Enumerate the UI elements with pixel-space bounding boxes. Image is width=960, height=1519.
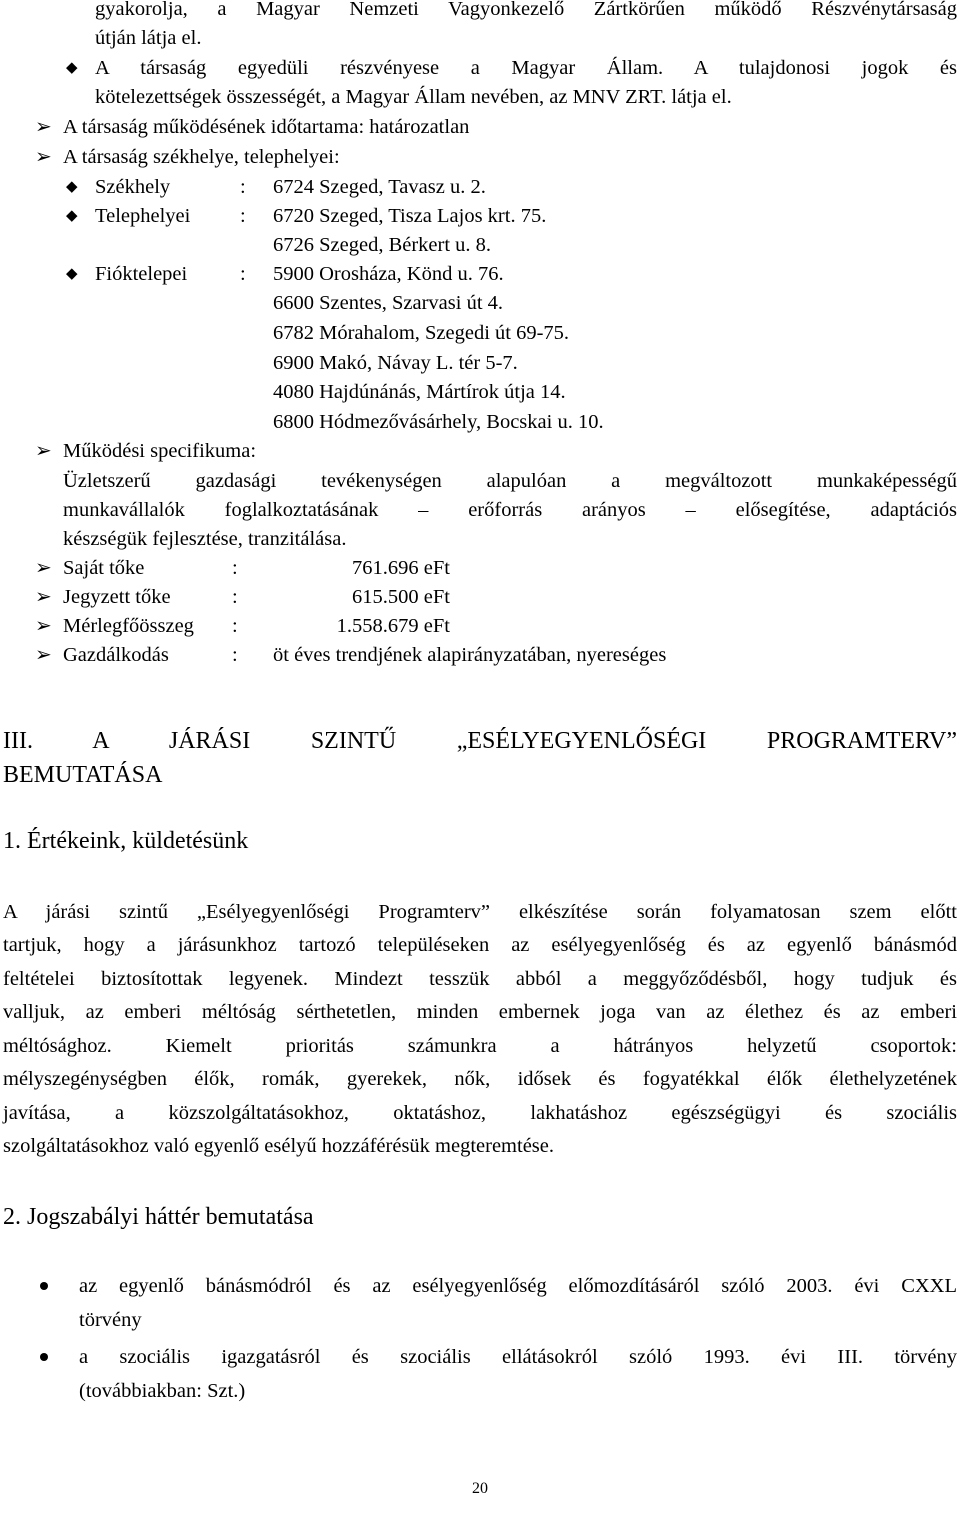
text-line: az egyenlő bánásmódról és az esélyegyenlőség előmozdításáról szóló 2003. évi CXXL	[79, 1275, 957, 1297]
colon: :	[240, 263, 246, 285]
colon: :	[240, 176, 246, 198]
text-line: A társaság székhelye, telephelyei:	[63, 146, 340, 168]
diamond-bullet-icon: ◆	[66, 179, 78, 195]
text-line: (továbbiakban: Szt.)	[79, 1380, 246, 1402]
arrow-bullet-icon: ➢	[35, 146, 52, 168]
address: 4080 Hajdúnánás, Mártírok útja 14.	[273, 381, 566, 403]
address: 5900 Orosháza, Könd u. 76.	[273, 263, 504, 285]
label: Gazdálkodás	[63, 644, 169, 666]
subsection-heading: 2. Jogszabályi háttér bemutatása	[3, 1204, 314, 1230]
address: 6724 Szeged, Tavasz u. 2.	[273, 176, 486, 198]
label: Székhely	[95, 176, 171, 198]
diamond-bullet-icon: ◆	[66, 208, 78, 224]
arrow-bullet-icon: ➢	[35, 586, 52, 608]
text-line: útján látja el.	[95, 27, 202, 49]
arrow-bullet-icon: ➢	[35, 615, 52, 637]
text-line: feltételei biztosítottak legyenek. Mindezt tesszük abból a meggyőződésből, hogy tudjuk és	[3, 968, 957, 990]
address: 6800 Hódmezővásárhely, Bocskai u. 10.	[273, 411, 604, 433]
colon: :	[232, 586, 238, 608]
colon: :	[232, 557, 238, 579]
text-line: Üzletszerű gazdasági tevékenységen alapulóan a megváltozott munkaképességű	[63, 470, 957, 492]
subsection-heading: 1. Értékeink, küldetésünk	[3, 828, 249, 854]
bullet-dot-icon	[40, 1282, 48, 1290]
section-heading: BEMUTATÁSA	[3, 762, 163, 788]
arrow-bullet-icon: ➢	[35, 440, 52, 462]
text-line: munkavállalók foglalkoztatásának – erőforrás arányos – elősegítése, adaptációs	[63, 499, 957, 521]
value: 615.500 eFt	[352, 586, 450, 608]
text-line: Működési specifikuma:	[63, 440, 257, 462]
bullet-dot-icon	[40, 1353, 48, 1361]
text-line: a szociális igazgatásról és szociális ellátásokról szóló 1993. évi III. törvény	[79, 1346, 957, 1368]
value: 761.696 eFt	[352, 557, 450, 579]
label: Telephelyei	[95, 205, 191, 227]
value: 1.558.679 eFt	[336, 615, 450, 637]
diamond-bullet-icon: ◆	[66, 60, 78, 76]
page-number: 20	[472, 1480, 488, 1497]
text-line: tartjuk, hogy a járásunkhoz tartozó településeken az esélyegyenlőség és az egyenlő bánásmód	[3, 934, 957, 956]
address: 6900 Makó, Návay L. tér 5-7.	[273, 352, 518, 374]
colon: :	[240, 205, 246, 227]
text-line: törvény	[79, 1309, 142, 1331]
text-line: valljuk, az emberi méltóság sérthetetlen, minden embernek joga van az élethez és az emberi	[3, 1001, 957, 1023]
colon: :	[232, 644, 238, 666]
text-line: A társaság működésének időtartama: határozatlan	[63, 116, 470, 138]
value: öt éves trendjének alapirányzatában, nyereséges	[273, 644, 667, 666]
address: 6782 Mórahalom, Szegedi út 69-75.	[273, 322, 570, 344]
diamond-bullet-icon: ◆	[66, 266, 78, 282]
address: 6726 Szeged, Bérkert u. 8.	[273, 234, 492, 256]
text-line: méltósághoz. Kiemelt prioritás számunkra a hátrányos helyzetű csoportok:	[3, 1035, 957, 1057]
label: Fióktelepei	[95, 263, 188, 285]
colon: :	[232, 615, 238, 637]
arrow-bullet-icon: ➢	[35, 116, 52, 138]
arrow-bullet-icon: ➢	[35, 644, 52, 666]
text-line: A társaság egyedüli részvényese a Magyar Állam. A tulajdonosi jogok és	[95, 57, 957, 79]
section-heading: III. A JÁRÁSI SZINTŰ „ESÉLYEGYENLŐSÉGI PROGRAMTERV”	[3, 728, 957, 754]
text-line: javítása, a közszolgáltatásokhoz, oktatáshoz, lakhatáshoz egészségügyi és szociális	[3, 1102, 957, 1124]
label: Mérlegfőösszeg	[63, 615, 194, 637]
text-line: szolgáltatásokhoz való egyenlő esélyű hozzáférésük megteremtése.	[3, 1135, 554, 1157]
text-line: A járási szintű „Esélyegyenlőségi Programterv” elkészítése során folyamatosan szem előtt	[3, 901, 957, 923]
text-line: készségük fejlesztése, tranzitálása.	[63, 528, 347, 550]
arrow-bullet-icon: ➢	[35, 557, 52, 579]
label: Jegyzett tőke	[63, 586, 171, 608]
label: Saját tőke	[63, 557, 145, 579]
text-line: gyakorolja, a Magyar Nemzeti Vagyonkezelő Zártkörűen működő Részvénytársaság	[95, 0, 957, 20]
address: 6720 Szeged, Tisza Lajos krt. 75.	[273, 205, 547, 227]
text-line: kötelezettségek összességét, a Magyar Állam nevében, az MNV ZRT. látja el.	[95, 86, 732, 108]
text-line: mélyszegénységben élők, romák, gyerekek, nők, idősek és fogyatékkal élők élethelyzetének	[3, 1068, 957, 1090]
address: 6600 Szentes, Szarvasi út 4.	[273, 292, 504, 314]
